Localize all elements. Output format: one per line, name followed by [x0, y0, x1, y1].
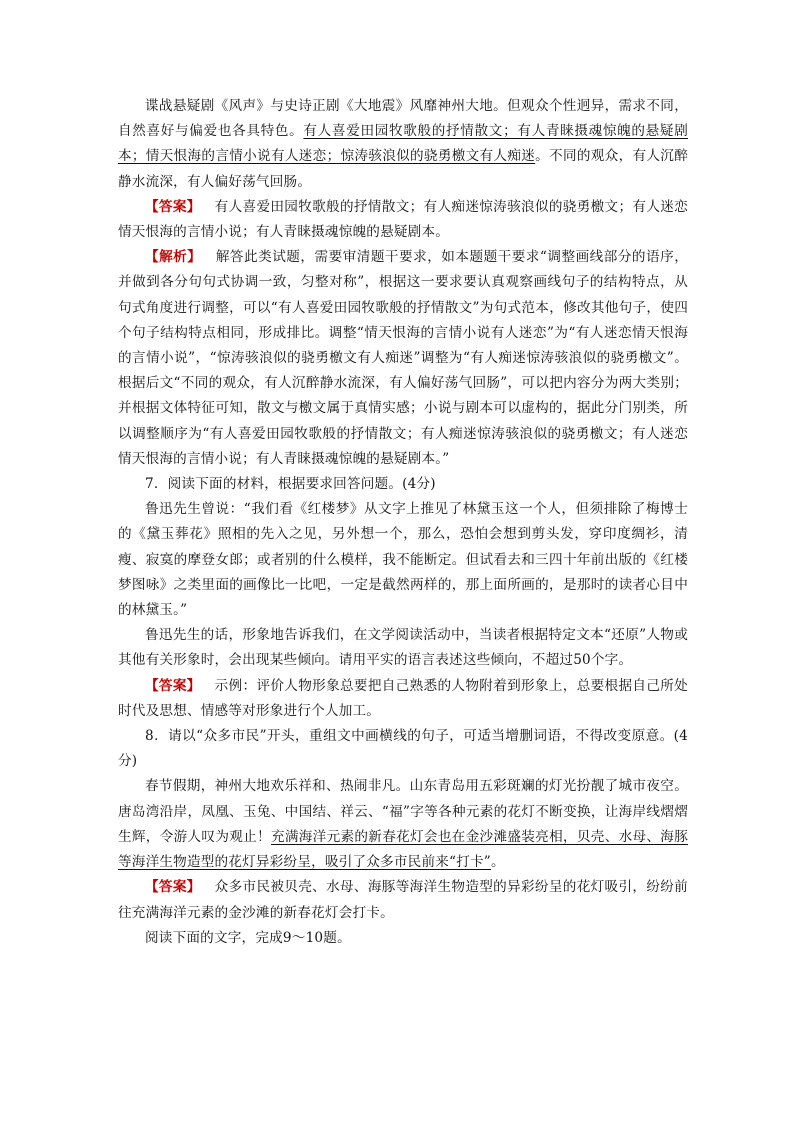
answer-text: 有人喜爱田园牧歌般的抒情散文；有人痴迷惊涛骇浪似的骁勇檄文；有人迷恋情天恨海的言情小说；有人青睐摄魂惊魄的悬疑剧本。 [118, 198, 688, 241]
passage-paragraph [118, 94, 688, 195]
passage-text: 谍战悬疑剧《风声》与史诗正剧《大地震》风靡神州大地。但观众个性迥异，需求不同，自然喜好与偏爱也各具特色。 [118, 98, 688, 140]
passage-text-end: 。不同的观众，有人沉醉静水流深，有人偏好荡气回肠。 [118, 148, 688, 190]
question-7-answer [118, 674, 688, 724]
answer-tag: 【答案】 [145, 677, 201, 694]
answer-tag: 【答案】 [145, 879, 201, 896]
answer-paragraph [118, 195, 688, 245]
analysis-tag: 【解析】 [145, 249, 202, 266]
question-7-quote: 鲁迅先生曾说：“我们看《红楼梦》从文字上推见了林黛玉这一个人，但须排除了梅博士的《黛玉葬花》照相的先入之见，另外想一个，那么，恐怕会想到剪头发，穿印度绸衫，清瘦、寂寞的摩登女郎；或者别的什么模样，我不能断定。但试看去和三四十年前出版的《红楼梦图咏》之类里面的画像比一比吧，一定是截然两样的，那上面所画的，是那时的读者心目中的林黛玉。” [118, 501, 688, 619]
passage-text: 春节假期，神州大地欢乐祥和、热闹非凡。山东青岛用五彩斑斓的灯光扮靓了城市夜空。唐岛湾沿岸，凤凰、玉兔、中国结、祥云、“福”字等各种元素的花灯不断变换，让海岸线熠熠生辉，令游人叹为观止！ [118, 778, 688, 845]
next-section-instruction: 阅读下面的文字，完成9～10题。 [145, 929, 351, 946]
underlined-sentences: 有人喜爱田园牧歌般的抒情散文；有人青睐摄魂惊魄的悬疑剧本；情天恨海的言情小说有人迷恋；惊涛骇浪似的骁勇檄文有人痴迷 [118, 123, 688, 165]
document-page [118, 94, 688, 951]
analysis-text: 解答此类试题，需要审清题干要求，如本题题干要求“调整画线部分的语序，并做到各分句句式协调一致，匀整对称”，根据这一要求要认真观察画线句子的结构特点，从句式角度进行调整，可以“有人喜爱田园牧歌般的抒情散文”为句式范本，修改其他句子，使四个句子结构特点相同，形成排比。调整“情天恨海的言情小说有人迷恋”为“有人迷恋情天恨海的言情小说”，“惊涛骇浪似的骁勇檄文有人痴迷”调整为“有人痴迷惊涛骇浪似的骁勇檄文”。根据后文“不同的观众，有人沉醉静水流深，有人偏好荡气回肠”，可以把内容分为两大类别；并根据文体特征可知，散文与檄文属于真情实感；小说与剧本可以虚构的，据此分门别类，所以调整顺序为“有人喜爱田园牧歌般的抒情散文；有人痴迷惊涛骇浪似的骁勇檄文；有人迷恋情天恨海的言情小说；有人青睐摄魂惊魄的悬疑剧本。” [118, 249, 688, 467]
answer-text: 众多市民被贝壳、水母、海豚等海洋生物造型的异彩纷呈的花灯吸引，纷纷前往充满海洋元素的金沙滩的新春花灯会打卡。 [118, 879, 688, 921]
question-8-title: 8．请以“众多市民”开头，重组文中画横线的句子，可适当增删词语，不得改变原意。(4分) [118, 728, 688, 770]
passage-text-end: 。 [490, 854, 505, 871]
question-7-title: 7．阅读下面的材料，根据要求回答问题。(4分) [145, 476, 436, 493]
underlined-sentences: 充满海洋元素的新春花灯会也在金沙滩盛装亮相，贝壳、水母、海豚等海洋生物造型的花灯异彩纷呈，吸引了众多市民前来“打卡” [118, 828, 689, 871]
answer-tag: 【答案】 [145, 198, 201, 215]
question-7-prompt: 鲁迅先生的话，形象地告诉我们，在文学阅读活动中，当读者根据特定文本“还原”人物或其他有关形象时，会出现某些倾向。请用平实的语言表述这些倾向，不超过50个字。 [118, 627, 688, 669]
analysis-paragraph [118, 245, 688, 472]
question-8-passage [118, 774, 688, 875]
question-8-answer [118, 875, 688, 925]
answer-text: 示例：评价人物形象总要把自己熟悉的人物附着到形象上，总要根据自己所处时代及思想、情感等对形象进行个人加工。 [118, 677, 688, 719]
